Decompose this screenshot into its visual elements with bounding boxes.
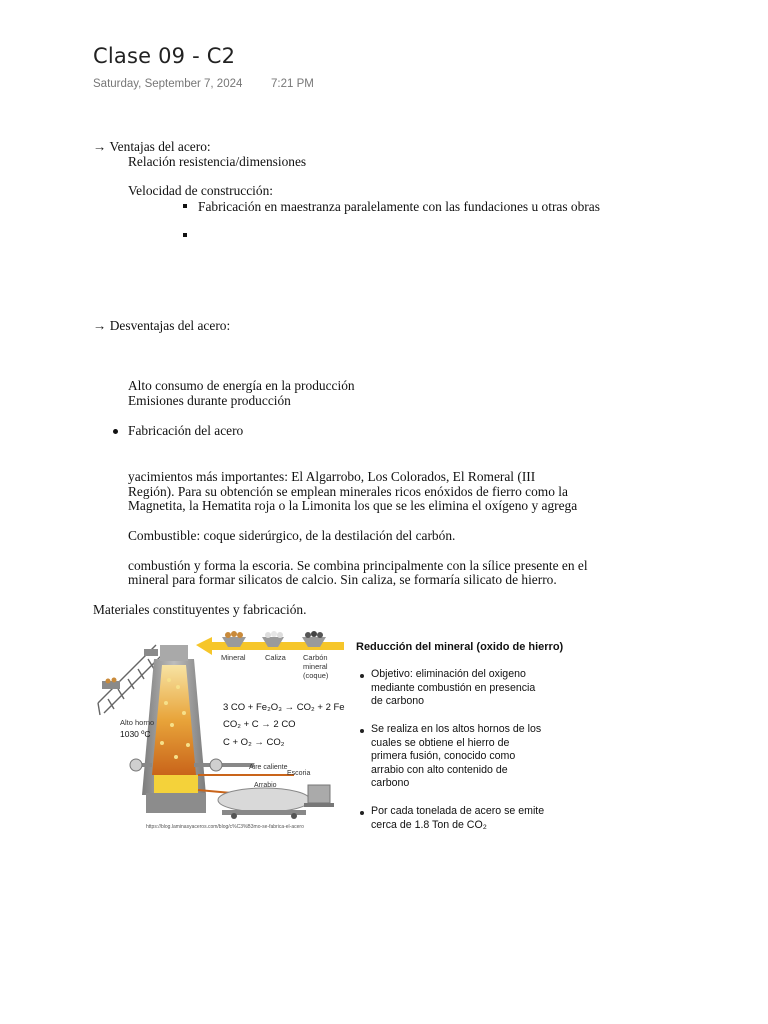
figure-bullet-2 xyxy=(360,729,364,733)
figure-point-2: Se realiza en los altos hornos de los cuales se obtiene el hierro de primera fusión, conocido como arrabio con alto contenido de carbono xyxy=(371,723,542,789)
blast-furnace-figure xyxy=(94,625,564,835)
yacimientos-line-2: Región). Para su obtención se emplean minerales ricos enóxidos de fierro como la xyxy=(128,484,568,499)
material-hoppers xyxy=(222,631,326,647)
label-escoria: Escoria xyxy=(287,770,311,777)
combustible-line: Combustible: coque siderúrgico, de la destilación del carbón. xyxy=(128,528,456,543)
bullet-dot xyxy=(113,429,118,434)
combustion-line-2: mineral para formar silicatos de calcio. Sin caliza, se formaría silicato de hierro. xyxy=(128,572,557,587)
label-aire-caliente: Aire caliente xyxy=(249,764,288,771)
figure-point-3: Por cada tonelada de acero se emite cerca de 1.8 Ton de CO₂ xyxy=(371,805,545,831)
yacimientos-line-1: yacimientos más importantes: El Algarrobo, Los Colorados, El Romeral (III xyxy=(128,469,536,484)
label-carbon-2: mineral xyxy=(303,662,328,671)
page-title: Clase 09 - C2 xyxy=(93,44,236,68)
page-time: 7:21 PM xyxy=(271,78,314,90)
bullet-square-empty xyxy=(183,233,187,237)
materiales-heading: Materiales constituyentes y fabricación. xyxy=(93,602,307,617)
combustion-line-1: combustión y forma la escoria. Se combina principalmente con la sílice presente en el xyxy=(128,558,588,573)
figure-point-1: Objetivo: eliminación del oxigeno mediante combustión en presencia de carbono xyxy=(371,668,536,707)
figure-bullet-1 xyxy=(360,674,364,678)
label-carbon-1: Carbón xyxy=(303,653,328,662)
furnace-body xyxy=(142,645,206,813)
label-carbon-3: (coque) xyxy=(303,671,329,680)
equation-1: 3 CO + Fe₂O₃ → CO₂ + 2 Fe xyxy=(223,702,345,713)
label-caliza: Caliza xyxy=(265,653,286,662)
figure-right-title: Reducción del mineral (oxido de hierro) xyxy=(356,641,564,653)
equation-2: CO₂ + C → 2 CO xyxy=(223,719,296,730)
fabricacion-bullet: Fabricación del acero xyxy=(128,423,244,438)
label-alto-horno: Alto horno xyxy=(120,718,155,727)
desventaja-item-2: Emisiones durante producción xyxy=(128,393,291,408)
label-temperature: 1030 ºC xyxy=(120,729,151,739)
figure-bullet-3 xyxy=(360,811,364,815)
velocidad-bullet-1: Fabricación en maestranza paralelamente con las fundaciones u otras obras xyxy=(198,199,600,214)
desventaja-item-1: Alto consumo de energía en la producción xyxy=(128,378,355,393)
page-date: Saturday, September 7, 2024 xyxy=(93,78,243,90)
equation-3: C + O₂ → CO₂ xyxy=(223,737,285,748)
torpedo-car xyxy=(218,788,310,819)
velocidad-label: Velocidad de construcción: xyxy=(128,183,274,198)
label-mineral: Mineral xyxy=(221,653,246,662)
ventaja-item-1: Relación resistencia/dimensiones xyxy=(128,154,307,169)
desventajas-heading: → Desventajas del acero: xyxy=(93,318,231,333)
ventajas-heading: → Ventajas del acero: xyxy=(93,139,211,154)
slag-pot xyxy=(308,785,330,803)
yacimientos-line-3: Magnetita, la Hematita roja o la Limonita los que se les elimina el oxígeno y agrega xyxy=(128,498,578,513)
ore-cart xyxy=(102,681,120,689)
figure-source: https://blog.laminasyaceros.com/blog/c%C3%B3mo-se-fabrica-el-acero xyxy=(146,824,304,830)
bullet-square xyxy=(183,204,187,208)
blast-furnace-illustration xyxy=(94,625,354,835)
label-arrabio: Arrabio xyxy=(254,782,277,789)
